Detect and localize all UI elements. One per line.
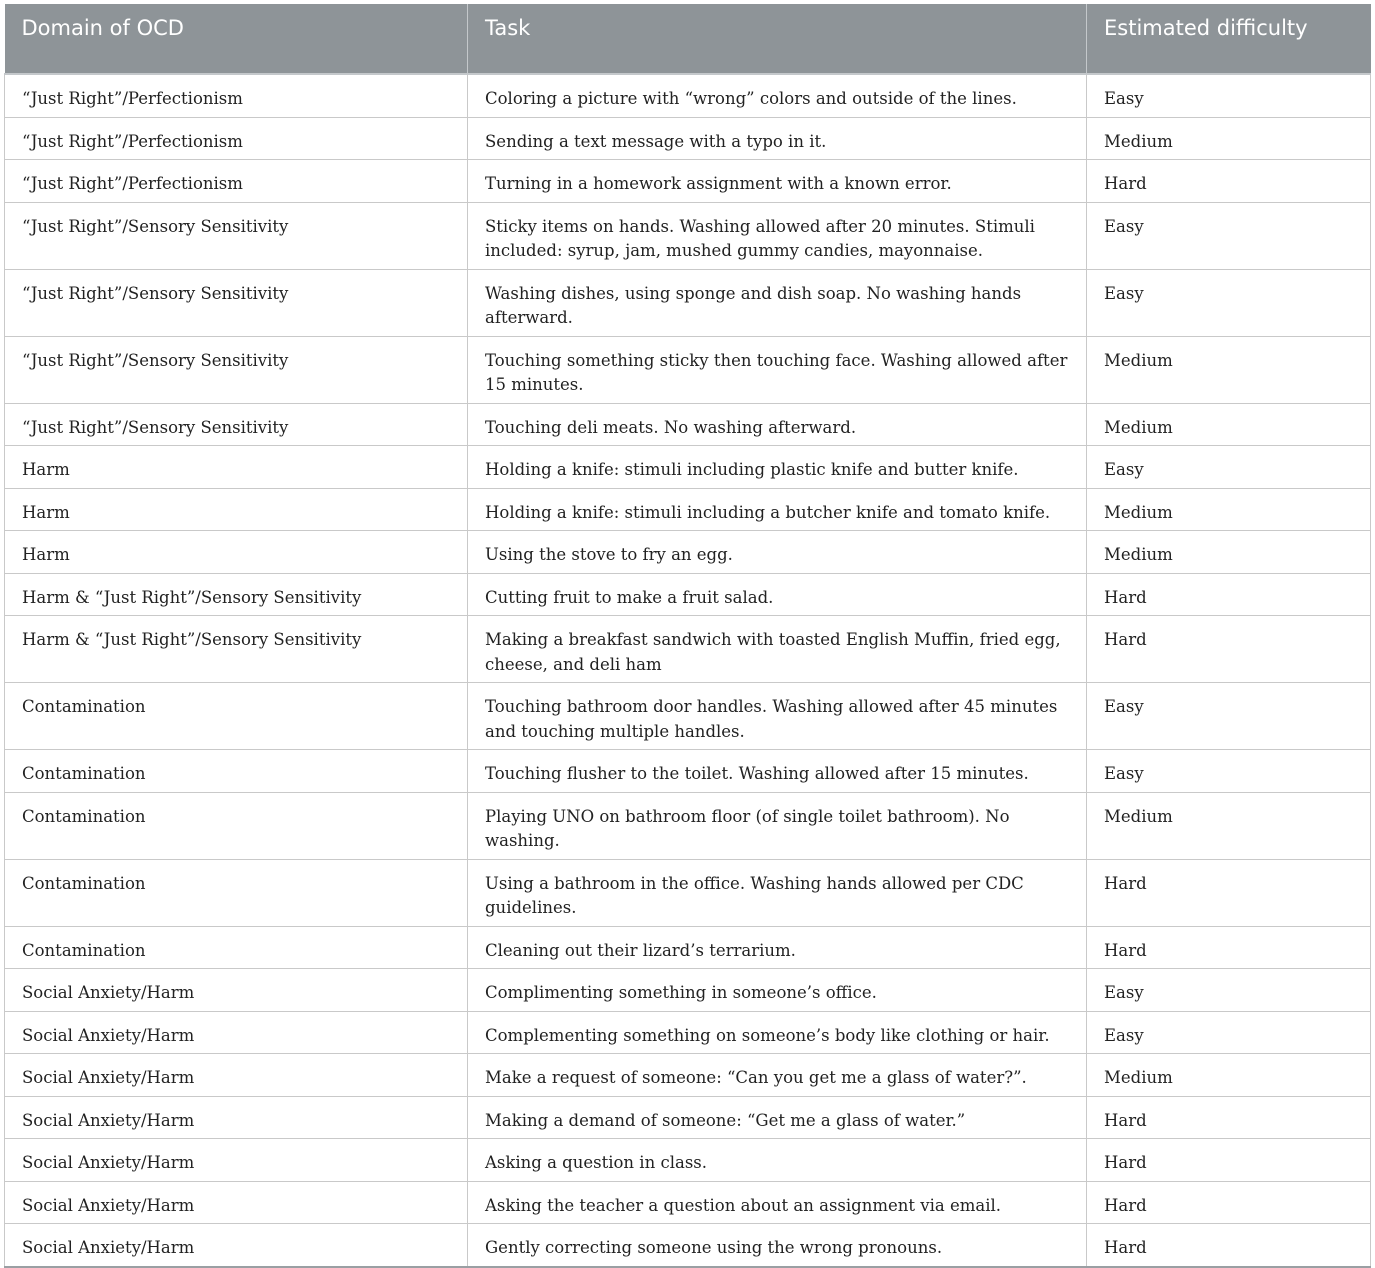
ocd-task-table — [4, 4, 1371, 1268]
domain-cell: Social Anxiety/Harm — [5, 1011, 468, 1054]
table-row — [5, 446, 1371, 489]
table-row — [5, 336, 1371, 403]
table-row — [5, 1054, 1371, 1097]
task-cell: Coloring a picture with “wrong” colors and outside of the lines. — [468, 74, 1087, 117]
task-cell: Cleaning out their lizard’s terrarium. — [468, 926, 1087, 969]
table-row — [5, 1096, 1371, 1139]
task-cell: Touching deli meats. No washing afterward. — [468, 403, 1087, 446]
difficulty-cell: Medium — [1087, 117, 1371, 160]
task-cell: Washing dishes, using sponge and dish soap. No washing hands afterward. — [468, 269, 1087, 336]
domain-cell: “Just Right”/Sensory Sensitivity — [5, 202, 468, 269]
task-cell: Sending a text message with a typo in it. — [468, 117, 1087, 160]
domain-cell: “Just Right”/Sensory Sensitivity — [5, 403, 468, 446]
domain-cell: Social Anxiety/Harm — [5, 969, 468, 1012]
difficulty-cell: Easy — [1087, 750, 1371, 793]
domain-cell: Contamination — [5, 926, 468, 969]
table-row — [5, 1139, 1371, 1182]
table-row — [5, 1011, 1371, 1054]
table-row — [5, 683, 1371, 750]
domain-cell: Contamination — [5, 792, 468, 859]
table-row — [5, 74, 1371, 117]
domain-cell: “Just Right”/Perfectionism — [5, 117, 468, 160]
domain-cell: Harm & “Just Right”/Sensory Sensitivity — [5, 616, 468, 683]
difficulty-cell: Medium — [1087, 403, 1371, 446]
domain-cell: Contamination — [5, 859, 468, 926]
task-cell: Complimenting something in someone’s office. — [468, 969, 1087, 1012]
task-cell: Holding a knife: stimuli including plastic knife and butter knife. — [468, 446, 1087, 489]
difficulty-cell: Hard — [1087, 859, 1371, 926]
difficulty-cell: Medium — [1087, 1054, 1371, 1097]
table-row — [5, 750, 1371, 793]
column-header-domain: Domain of OCD — [5, 4, 468, 74]
column-header-task: Task — [468, 4, 1087, 74]
table-row — [5, 969, 1371, 1012]
table-row — [5, 269, 1371, 336]
task-cell: Complementing something on someone’s body like clothing or hair. — [468, 1011, 1087, 1054]
difficulty-cell: Medium — [1087, 336, 1371, 403]
task-cell: Touching bathroom door handles. Washing allowed after 45 minutes and touching multiple handles. — [468, 683, 1087, 750]
difficulty-cell: Easy — [1087, 446, 1371, 489]
domain-cell: “Just Right”/Perfectionism — [5, 74, 468, 117]
table-row — [5, 573, 1371, 616]
difficulty-cell: Hard — [1087, 616, 1371, 683]
column-header-difficulty: Estimated difficulty — [1087, 4, 1371, 74]
table-row — [5, 792, 1371, 859]
domain-cell: Harm — [5, 446, 468, 489]
domain-cell: Harm — [5, 531, 468, 574]
task-cell: Using a bathroom in the office. Washing hands allowed per CDC guidelines. — [468, 859, 1087, 926]
table-row — [5, 160, 1371, 203]
task-cell: Gently correcting someone using the wrong pronouns. — [468, 1224, 1087, 1267]
task-cell: Using the stove to fry an egg. — [468, 531, 1087, 574]
table-row — [5, 616, 1371, 683]
table-row — [5, 403, 1371, 446]
table-row — [5, 1224, 1371, 1267]
difficulty-cell: Hard — [1087, 1181, 1371, 1224]
difficulty-cell: Hard — [1087, 573, 1371, 616]
table-row — [5, 859, 1371, 926]
difficulty-cell: Easy — [1087, 74, 1371, 117]
difficulty-cell: Hard — [1087, 160, 1371, 203]
task-cell: Making a breakfast sandwich with toasted English Muffin, fried egg, cheese, and deli ham — [468, 616, 1087, 683]
difficulty-cell: Easy — [1087, 202, 1371, 269]
difficulty-cell: Medium — [1087, 792, 1371, 859]
task-cell: Touching flusher to the toilet. Washing allowed after 15 minutes. — [468, 750, 1087, 793]
domain-cell: “Just Right”/Perfectionism — [5, 160, 468, 203]
table-body — [5, 74, 1371, 1267]
task-cell: Holding a knife: stimuli including a butcher knife and tomato knife. — [468, 488, 1087, 531]
domain-cell: Social Anxiety/Harm — [5, 1054, 468, 1097]
difficulty-cell: Hard — [1087, 1224, 1371, 1267]
difficulty-cell: Medium — [1087, 488, 1371, 531]
task-cell: Playing UNO on bathroom floor (of single toilet bathroom). No washing. — [468, 792, 1087, 859]
table-row — [5, 1181, 1371, 1224]
domain-cell: Social Anxiety/Harm — [5, 1096, 468, 1139]
domain-cell: Harm — [5, 488, 468, 531]
difficulty-cell: Easy — [1087, 1011, 1371, 1054]
task-cell: Making a demand of someone: “Get me a glass of water.” — [468, 1096, 1087, 1139]
difficulty-cell: Hard — [1087, 926, 1371, 969]
header-row — [5, 4, 1371, 74]
domain-cell: Social Anxiety/Harm — [5, 1139, 468, 1182]
domain-cell: Harm & “Just Right”/Sensory Sensitivity — [5, 573, 468, 616]
domain-cell: “Just Right”/Sensory Sensitivity — [5, 336, 468, 403]
table-row — [5, 117, 1371, 160]
difficulty-cell: Easy — [1087, 969, 1371, 1012]
task-cell: Make a request of someone: “Can you get me a glass of water?”. — [468, 1054, 1087, 1097]
difficulty-cell: Hard — [1087, 1096, 1371, 1139]
domain-cell: Contamination — [5, 683, 468, 750]
table-row — [5, 202, 1371, 269]
task-cell: Touching something sticky then touching face. Washing allowed after 15 minutes. — [468, 336, 1087, 403]
domain-cell: “Just Right”/Sensory Sensitivity — [5, 269, 468, 336]
difficulty-cell: Hard — [1087, 1139, 1371, 1182]
table-row — [5, 488, 1371, 531]
domain-cell: Social Anxiety/Harm — [5, 1224, 468, 1267]
domain-cell: Contamination — [5, 750, 468, 793]
task-cell: Cutting fruit to make a fruit salad. — [468, 573, 1087, 616]
difficulty-cell: Easy — [1087, 683, 1371, 750]
difficulty-cell: Medium — [1087, 531, 1371, 574]
domain-cell: Social Anxiety/Harm — [5, 1181, 468, 1224]
table-row — [5, 926, 1371, 969]
table-row — [5, 531, 1371, 574]
task-cell: Asking a question in class. — [468, 1139, 1087, 1182]
task-cell: Sticky items on hands. Washing allowed after 20 minutes. Stimuli included: syrup, jam, mushed gummy candies, mayonnaise. — [468, 202, 1087, 269]
difficulty-cell: Easy — [1087, 269, 1371, 336]
task-cell: Turning in a homework assignment with a known error. — [468, 160, 1087, 203]
task-cell: Asking the teacher a question about an assignment via email. — [468, 1181, 1087, 1224]
